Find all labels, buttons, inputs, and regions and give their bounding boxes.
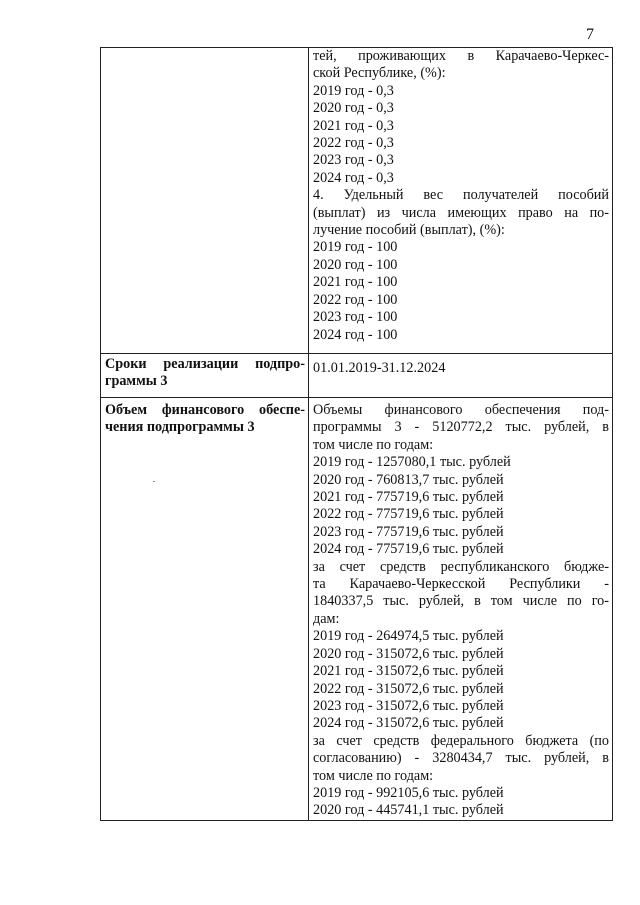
text-line: лучение пособий (выплат), (%): (313, 222, 505, 239)
text-line: 2019 год - 264974,5 тыс. рублей (313, 628, 504, 645)
text-line: та Карачаево-Черкесской Республики - (313, 576, 609, 593)
implementation-period-label-cell (101, 354, 309, 398)
text-line: 1840337,5 тыс. рублей, в том числе по го- (313, 593, 609, 610)
page-number: 7 (586, 26, 594, 43)
text-line: (выплат) из числа имеющих право на по- (313, 204, 609, 221)
row-label-line: Объем финансового обеспе- (105, 402, 305, 418)
financing-label-cell (101, 398, 309, 821)
text-line: 2019 год - 992105,6 тыс. рублей (313, 784, 504, 801)
text-line: 2021 год - 315072,6 тыс. рублей (313, 663, 504, 680)
text-line: 2022 год - 100 (313, 291, 398, 308)
financing-row (101, 398, 613, 821)
scan-speck (153, 481, 155, 482)
text-line: 2019 год - 0,3 (313, 82, 394, 99)
financing-value-cell (309, 398, 613, 821)
indicators-row (101, 48, 613, 354)
text-line: за счет средств республиканского бюдже- (313, 558, 609, 575)
text-line: 2020 год - 445741,1 тыс. рублей (313, 802, 504, 819)
row-label-line: Сроки реализации подпро- (105, 356, 305, 372)
text-line: 2021 год - 775719,6 тыс. рублей (313, 489, 504, 506)
text-line: 2022 год - 0,3 (313, 135, 394, 152)
text-line: ской Республике, (%): (313, 65, 446, 82)
implementation-period-value-cell (309, 354, 613, 398)
text-line: 2019 год - 1257080,1 тыс. рублей (313, 454, 511, 471)
text-line: 2022 год - 315072,6 тыс. рублей (313, 680, 504, 697)
text-line: за счет средств федерального бюджета (по (313, 732, 609, 749)
text-line: 2023 год - 100 (313, 309, 398, 326)
text-line: 2023 год - 315072,6 тыс. рублей (313, 697, 504, 714)
text-line: Объемы финансового обеспечения под- (313, 402, 609, 418)
text-line: том числе по годам: (313, 767, 434, 784)
text-line: 2024 год - 315072,6 тыс. рублей (313, 715, 504, 732)
text-line: согласованию) - 3280434,7 тыс. рублей, в (313, 750, 609, 767)
text-line: 2023 год - 0,3 (313, 152, 394, 169)
text-line: 2020 год - 315072,6 тыс. рублей (313, 645, 504, 662)
text-line: 2024 год - 0,3 (313, 169, 394, 186)
text-line: 2019 год - 100 (313, 239, 398, 256)
indicators-label-cell (101, 48, 309, 354)
text-line: 2020 год - 100 (313, 256, 398, 273)
text-line: 2024 год - 775719,6 тыс. рублей (313, 541, 504, 558)
text-line: 2021 год - 0,3 (313, 117, 394, 134)
text-line: программы 3 - 5120772,2 тыс. рублей, в (313, 419, 609, 436)
text-line: 2023 год - 775719,6 тыс. рублей (313, 523, 504, 540)
text-line: дам: (313, 610, 340, 627)
implementation-period-value: 01.01.2019-31.12.2024 (313, 360, 446, 376)
text-line: 2022 год - 775719,6 тыс. рублей (313, 506, 504, 523)
text-line: 2024 год - 100 (313, 326, 398, 343)
row-label-line: граммы 3 (105, 373, 168, 390)
passport-table (100, 47, 613, 821)
text-line: 2020 год - 0,3 (313, 100, 394, 117)
text-line: 4. Удельный вес получателей пособий (313, 187, 609, 204)
text-line: 2021 год - 100 (313, 274, 398, 291)
text-line: том числе по годам: (313, 436, 434, 453)
row-label-line: чения подпрограммы 3 (105, 419, 255, 436)
indicators-value-cell (309, 48, 613, 354)
implementation-period-row (101, 354, 613, 398)
text-line: тей, проживающих в Карачаево-Черкес- (313, 48, 609, 64)
text-line: 2020 год - 760813,7 тыс. рублей (313, 471, 504, 488)
